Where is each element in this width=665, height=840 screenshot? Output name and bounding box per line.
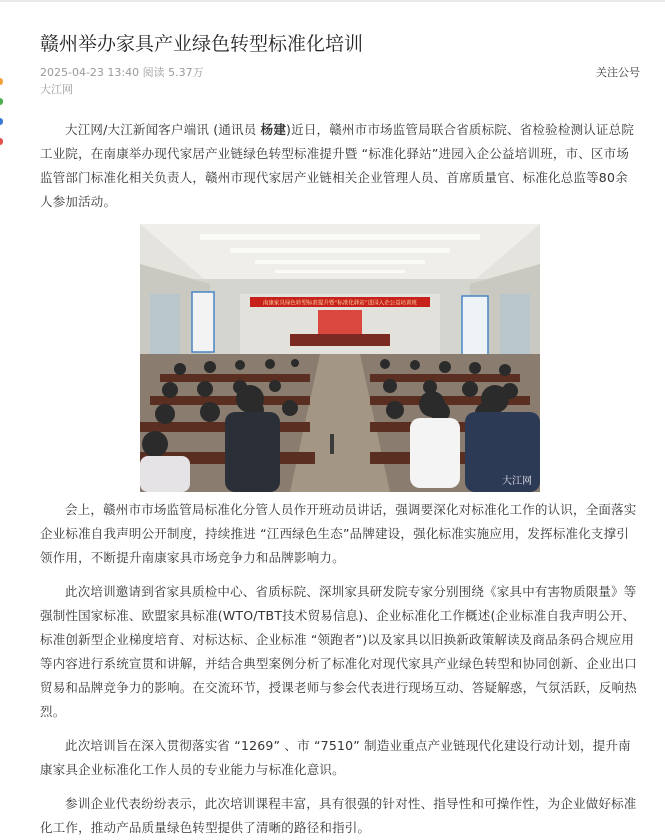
article-source: 大江网 <box>40 83 73 96</box>
side-dot-green <box>0 98 3 105</box>
paragraph-5: 参训企业代表纷纷表示，此次培训课程丰富，具有很强的针对性、指导性和可操作性，为企业做好标准化工作，推动产品质量绿色转型提供了清晰的路径和指引。 <box>40 796 637 835</box>
photo-watermark: 大江网 <box>502 476 532 487</box>
photo-banner-text: 南康家具绿色转型标准提升暨“标准化驿站”进园入企公益培训班 <box>262 300 418 307</box>
publish-date: 2025-04-23 13:40 <box>40 66 140 79</box>
article <box>40 30 640 840</box>
side-dot-blue <box>0 118 3 125</box>
side-dot-red <box>0 138 3 145</box>
article-meta <box>40 64 640 82</box>
paragraph-3: 此次培训邀请到省家具质检中心、省质标院、深圳家具研发院专家分别围绕《家具中有害物质限量》等强制性国家标准、欧盟家具标准(WTO/TBT技术贸易信息)、企业标准化工作概述(企业标准自我声明公开、标准创新型企业梯度培育、对标达标、企业标准 “领跑者”)以及家具以旧换新政策解读及商品条码合规应用等内容进行系统宣贯和讲解，并结合典型案例分析了标准化对现代家具产业绿色转型和协同创新、企业出口贸易和品牌竞争力的影响。在交流环节，授课老师与参会代表进行现场互动、答疑解惑，气氛活跃，反响热烈。 <box>40 584 637 719</box>
article-photo[interactable] <box>140 224 540 492</box>
follow-account-button[interactable]: 关注公号 <box>596 66 640 79</box>
side-dot-orange <box>0 78 3 85</box>
article-title: 赣州举办家具产业绿色转型标准化培训 <box>40 33 364 55</box>
paragraph-4: 此次培训旨在深入贯彻落实省 “1269” 、市 “7510” 制造业重点产业链现代化建设行动计划，提升南康家具企业标准化工作人员的专业能力与标准化意识。 <box>40 738 631 777</box>
author-name: 杨建 <box>260 122 287 137</box>
paragraph-1-prefix: 大江网/大江新闻客户端讯 (通讯员 <box>65 122 261 137</box>
top-divider <box>0 0 665 2</box>
paragraph-1-body: )近日，赣州市市场监管局联合省质标院、省检验检测认证总院工业院，在南康举办现代家居产业链绿色转型标准提升暨 “标准化驿站”进园入企公益培训班，市、区市场监管部门标准化相关负责人，赣州市现代家居产业链相关企业管理人员、首席质量官、标准化总监等80余人参加活动。 <box>40 122 635 209</box>
training-hall-photo <box>140 224 540 492</box>
paragraph-2: 会上，赣州市市场监管局标准化分管人员作开班动员讲话，强调要深化对标准化工作的认识，全面落实企业标准自我声明公开制度，持续推进 “江西绿色生态”品牌建设，强化标准实施应用，发挥标准化支撑引领作用，不断提升南康家具市场竞争力和品牌影响力。 <box>40 502 637 565</box>
read-count: 阅读 5.37万 <box>142 66 204 79</box>
side-indicator-bar <box>0 0 6 825</box>
paragraph-1 <box>40 118 640 214</box>
